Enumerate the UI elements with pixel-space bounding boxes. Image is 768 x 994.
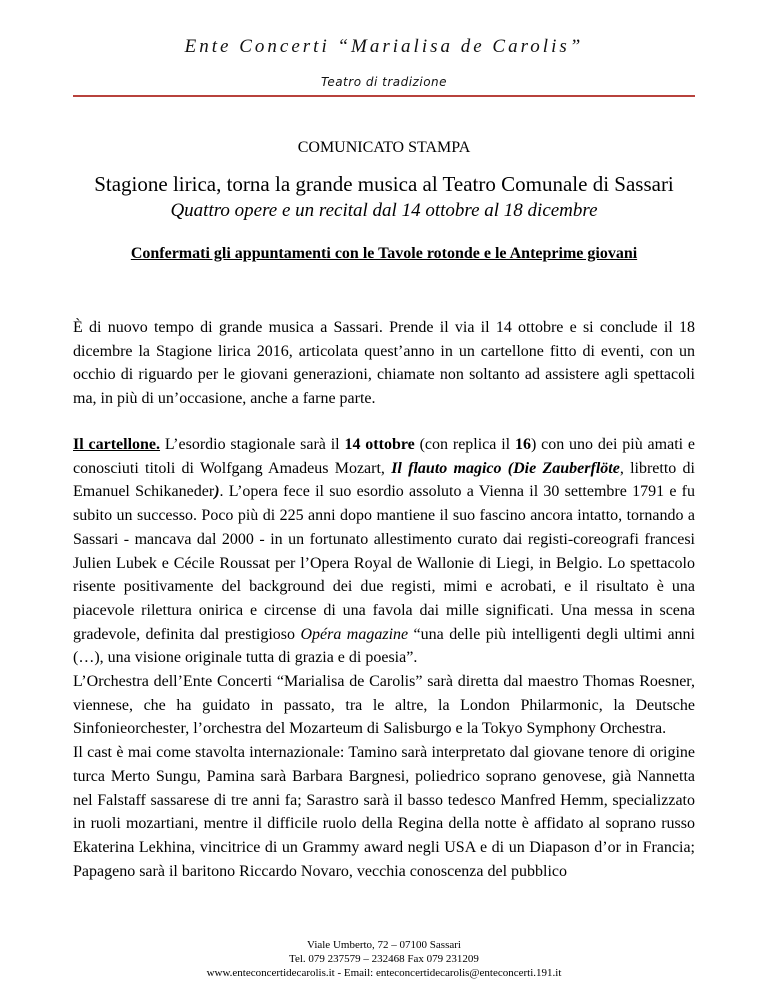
subheadline: Quattro opere e un recital dal 14 ottobre al 18 dicembre	[170, 200, 598, 221]
organization-subtitle: Teatro di tradizione	[320, 75, 448, 89]
cartellone-text-5: . L’opera fece il suo esordio assoluto a Vienna il 30 settembre 1791 e fu subito un successo. Poco più di 225 anni dopo mantiene il suo fascino ancora intatto, tornando a Sassari - mancava dal 2000 - in un fortunato allestimento curato dai registi-coreografi francesi Julien Lubek e Cécile Roussat per l’Opera Royal de Wallonie di Liegi, in Belgio. Lo spettacolo risente positivamente del background dei due registi, mimi e acrobati, e il risultato è una piacevole rilettura onirica e circense di una favola dai mille significati. Una messa in scena gradevole, definita dal prestigioso	[73, 483, 696, 643]
magazine-name: Opéra magazine	[300, 625, 409, 643]
organization-name: Ente Concerti “Marialisa de Carolis”	[184, 36, 584, 57]
cartellone-paragraph: Il cartellone. L’esordio stagionale sarà il 14 ottobre (con replica il 16) con uno dei più amati e conosciuti titoli di Wolfgang Amadeus Mozart, Il flauto magico (Die Zauberflöte, libretto di Emanuel Schikaneder). L’opera fece il suo esordio assoluto a Vienna il 30 settembre 1791 e fu subito un successo. Poco più di 225 anni dopo mantiene il suo fascino ancora intatto, tornando a Sassari - mancava dal 2000 - in un fortunato allestimento curato dai registi-coreografi francesi Julien Lubek e Cécile Roussat per l’Opera Royal de Wallonie di Liegi, in Belgio. Lo spettacolo risente positivamente del background dei due registi, mimi e acrobati, e il risultato è una piacevole rilettura onirica e circense di una favola dai mille significati. Una messa in scena gradevole, definita dal prestigioso Opéra magazine “una delle più intelligenti degli ultimi anni (…), una visione originale tutta di grazia e di poesia”.	[73, 436, 696, 667]
orchestra-paragraph: L’Orchestra dell’Ente Concerti “Marialisa de Carolis” sarà diretta dal maestro Thomas Roesner, viennese, che ha guidato in passato, tra le altre, la London Philarmonic, la Deutsche Sinfonieorchester, l’orchestra del Mozarteum di Salisburgo e la Tokyo Symphony Orchestra.	[73, 673, 695, 738]
footer-address: Viale Umberto, 72 – 07100 Sassari	[307, 939, 461, 951]
cartellone-section	[73, 433, 695, 883]
footer-web: www.enteconcertidecarolis.it - Email: enteconcertidecarolis@enteconcerti.191.it	[206, 967, 562, 979]
cartellone-heading: Il cartellone.	[73, 436, 161, 453]
headline: Stagione lirica, torna la grande musica al Teatro Comunale di Sassari	[94, 172, 674, 196]
footer	[0, 938, 768, 980]
premiere-date: 14 ottobre	[344, 436, 415, 453]
cast-paragraph: Il cast è mai come stavolta internazionale: Tamino sarà interpretato dal giovane tenore di origine turca Merto Sungu, Pamina sarà Barbara Bargnesi, poliedrico soprano genovese, già Nannetta nel Falstaff sassarese di tre anni fa; Sarastro sarà il basso tedesco Manfred Hemm, specializzato in ruoli mozartiani, mentre il difficile ruolo della Regina della notte è affidato al soprano russo Ekaterina Lekhina, vincitrice di un Grammy award negli USA e di un Diapason d’or in Francia; Papageno sarà il baritono Riccardo Novaro, vecchia conoscenza del pubblico	[73, 744, 695, 880]
cartellone-text-4: , libretto di Emanuel Schikaneder	[73, 459, 696, 501]
header-divider	[73, 95, 695, 97]
cartellone-text-1: L’esordio stagionale sarà il	[160, 436, 345, 453]
opera-title: Il flauto magico (Die Zauberflöte	[391, 459, 620, 477]
replica-date: 16	[514, 436, 531, 453]
press-release-label: COMUNICATO STAMPA	[297, 139, 471, 156]
cartellone-text-6: “una delle più intelligenti degli ultimi anni (…), una visione originale tutta di grazia e di poesia”.	[73, 625, 696, 667]
intro-paragraph	[73, 316, 695, 411]
cartellone-text-3: ) con uno dei più amati e conosciuti titoli di Wolfgang Amadeus Mozart,	[73, 436, 696, 477]
tagline: Confermati gli appuntamenti con le Tavole rotonde e le Anteprime giovani	[130, 245, 638, 262]
footer-phone: Tel. 079 237579 – 232468 Fax 079 231209	[289, 953, 479, 965]
intro-text: È di nuovo tempo di grande musica a Sassari. Prende il via il 14 ottobre e si conclude il 18 dicembre la Stagione lirica 2016, articolata quest’anno in un cartellone fitto di eventi, con un occhio di riguardo per le giovani generazioni, chiamate non soltanto ad assistere agli spettacoli ma, in più di un’occasione, anche a farne parte.	[73, 319, 695, 408]
cartellone-text-2: (con replica il	[414, 436, 515, 453]
